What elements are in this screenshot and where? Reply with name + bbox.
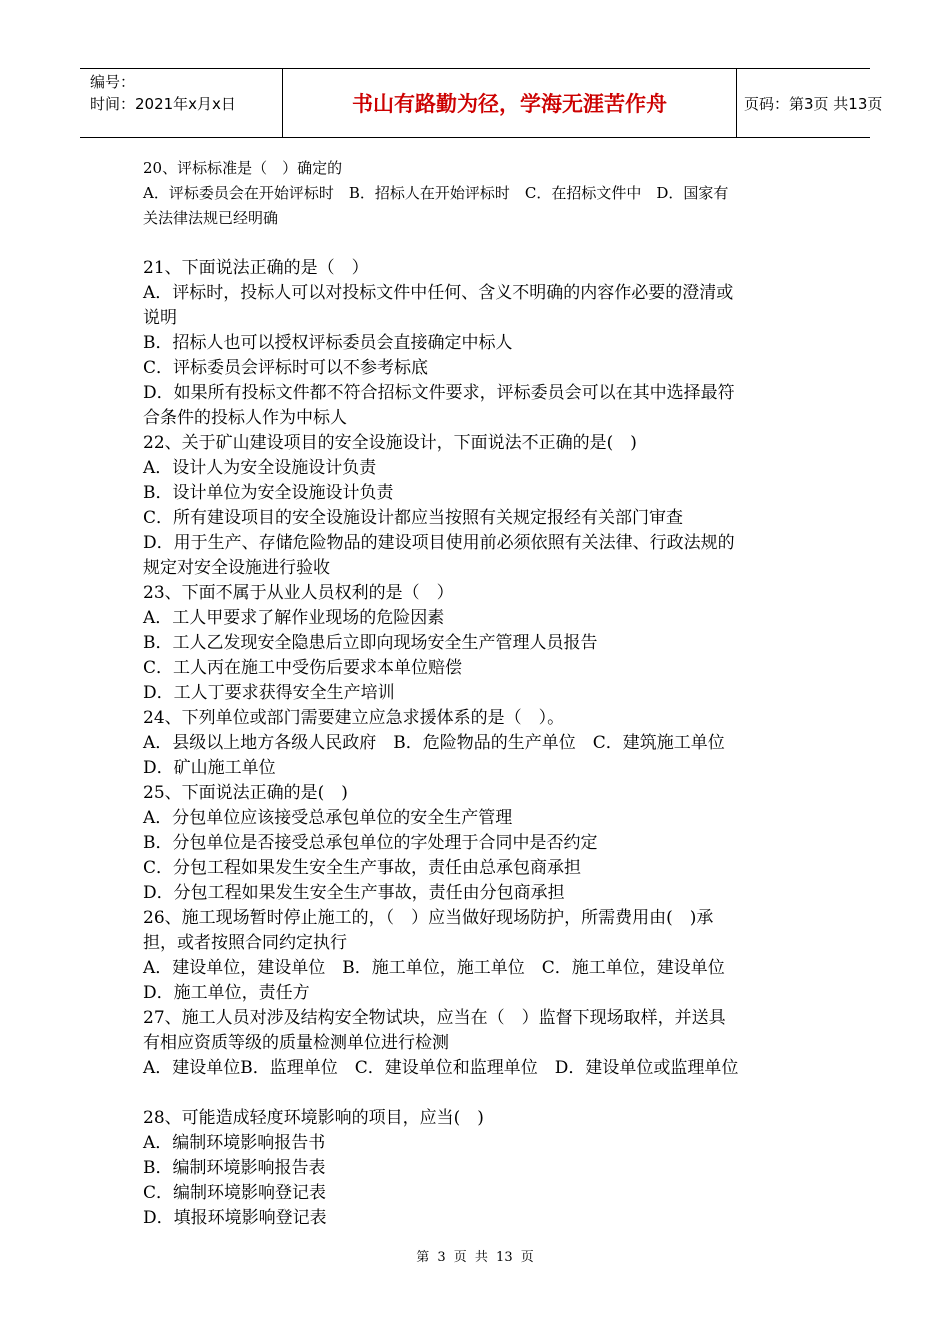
question-stem: 25、下面说法正确的是( ) <box>143 783 348 803</box>
question-stem: 23、下面不属于从业人员权利的是（ ） <box>143 583 454 603</box>
question-line: B．分包单位是否接受总承包单位的字处理于合同中是否约定 <box>143 833 598 853</box>
question-line: D．用于生产、存储危险物品的建设项目使用前必须依照有关法律、行政法规的 <box>143 533 735 553</box>
question-line: A．建设单位B．监理单位 C．建设单位和监理单位 D．建设单位或监理单位 <box>143 1058 739 1078</box>
question-line: A．分包单位应该接受总承包单位的安全生产管理 <box>143 808 513 828</box>
question-list <box>143 156 823 1231</box>
question-line: D．施工单位，责任方 <box>143 983 310 1003</box>
question-block <box>143 706 823 781</box>
question-block <box>143 156 823 231</box>
question-stem: 20、评标标准是（ ）确定的 <box>143 159 343 177</box>
question-line: 有相应资质等级的质量检测单位进行检测 <box>143 1033 449 1053</box>
blank-spacer <box>143 231 823 256</box>
question-block <box>143 781 823 906</box>
question-stem: 27、施工人员对涉及结构安全物试块，应当在（ ）监督下现场取样，并送具 <box>143 1008 726 1028</box>
question-stem: 24、下列单位或部门需要建立应急求援体系的是（ ）。 <box>143 708 565 728</box>
question-block <box>143 256 823 431</box>
question-line: A．评标委员会在开始评标时 B．招标人在开始评标时 C．在招标文件中 D．国家有 <box>143 184 729 202</box>
question-line: 规定对安全设施进行验收 <box>143 558 330 578</box>
question-line: A．设计人为安全设施设计负责 <box>143 458 377 478</box>
question-block <box>143 1006 823 1081</box>
question-line: D．填报环境影响登记表 <box>143 1208 327 1228</box>
question-line: D．工人丁要求获得安全生产培训 <box>143 683 395 703</box>
question-line: D．如果所有投标文件都不符合招标文件要求，评标委员会可以在其中选择最符 <box>143 383 735 403</box>
question-line: A．编制环境影响报告书 <box>143 1133 326 1153</box>
question-line: 担，或者按照合同约定执行 <box>143 933 347 953</box>
question-line: A．县级以上地方各级人民政府 B．危险物品的生产单位 C．建筑施工单位 <box>143 733 725 753</box>
question-line: B．设计单位为安全设施设计负责 <box>143 483 394 503</box>
question-line: B．编制环境影响报告表 <box>143 1158 326 1178</box>
question-block <box>143 431 823 581</box>
question-line: 说明 <box>143 308 177 328</box>
question-stem: 21、下面说法正确的是（ ） <box>143 258 369 278</box>
question-stem: 28、可能造成轻度环境影响的项目，应当( ) <box>143 1108 484 1128</box>
question-block <box>143 581 823 706</box>
question-line: A．工人甲要求了解作业现场的危险因素 <box>143 608 445 628</box>
doc-date: 时间：2021年x月x日 <box>90 95 236 113</box>
question-line: A．评标时，投标人可以对投标文件中任何、含义不明确的内容作必要的澄清或 <box>143 283 734 303</box>
question-block <box>143 906 823 1006</box>
question-line: 关法律法规已经明确 <box>143 209 279 227</box>
question-stem: 22、关于矿山建设项目的安全设施设计，下面说法不正确的是( ) <box>143 433 637 453</box>
question-line: C．工人丙在施工中受伤后要求本单位赔偿 <box>143 658 463 678</box>
question-line: C．评标委员会评标时可以不参考标底 <box>143 358 429 378</box>
blank-spacer <box>143 1081 823 1106</box>
question-line: C．分包工程如果发生安全生产事故，责任由总承包商承担 <box>143 858 582 878</box>
question-line: A．建设单位，建设单位 B．施工单位，施工单位 C．施工单位，建设单位 <box>143 958 725 978</box>
question-line: C．所有建设项目的安全设施设计都应当按照有关规定报经有关部门审查 <box>143 508 684 528</box>
header-left-cell <box>80 69 282 137</box>
page-header <box>80 68 883 138</box>
question-line: D．分包工程如果发生安全生产事故，责任由分包商承担 <box>143 883 565 903</box>
question-stem: 26、施工现场暂时停止施工的，（ ）应当做好现场防护，所需费用由( )承 <box>143 908 714 928</box>
question-line: C．编制环境影响登记表 <box>143 1183 327 1203</box>
question-line: B．招标人也可以授权评标委员会直接确定中标人 <box>143 333 513 353</box>
header-motto-cell <box>282 69 737 137</box>
question-line: B．工人乙发现安全隐患后立即向现场安全生产管理人员报告 <box>143 633 598 653</box>
question-block <box>143 1106 823 1231</box>
question-line: D．矿山施工单位 <box>143 758 276 778</box>
page-footer: 第 3 页 共 13 页 <box>416 1250 534 1265</box>
question-line: 合条件的投标人作为中标人 <box>143 408 347 428</box>
header-motto: 书山有路勤为径，学海无涯苦作舟 <box>352 92 667 116</box>
doc-code-label: 编号： <box>90 73 136 91</box>
header-page-info: 页码：第3页 共13页 <box>744 94 883 113</box>
